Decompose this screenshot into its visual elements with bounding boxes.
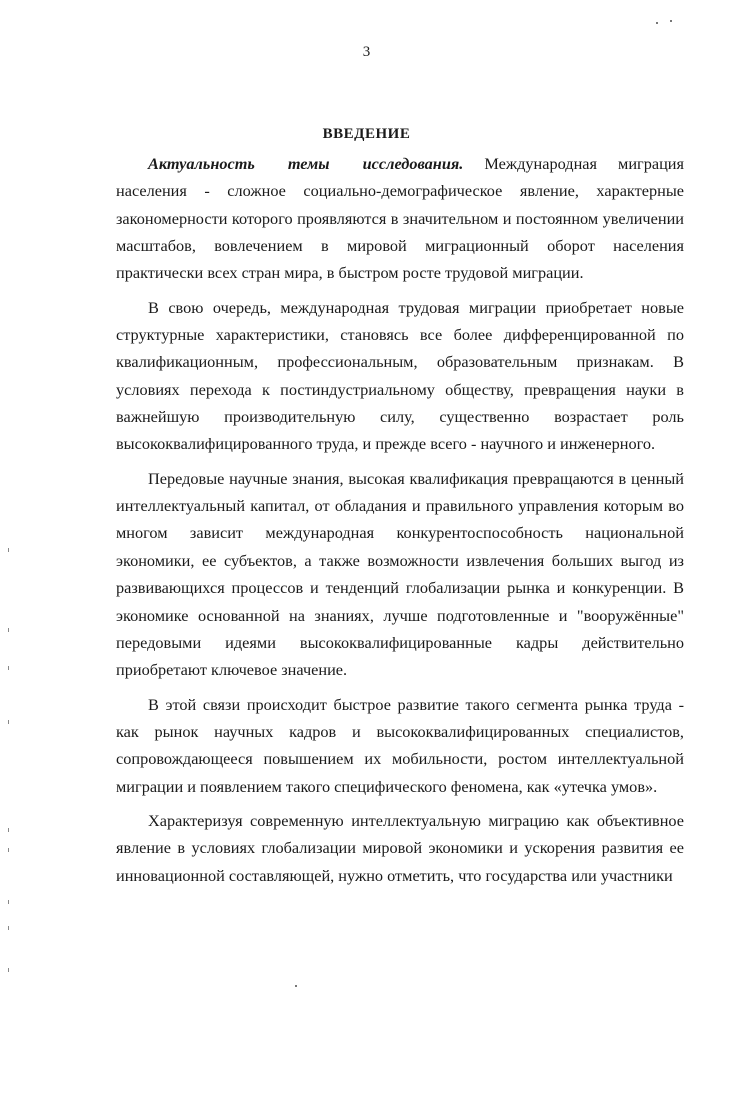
scan-speck [8, 828, 9, 832]
scan-speck [8, 666, 9, 670]
paragraph-characterization: Характеризуя современную интеллектуальную миграцию как объективное явление в условиях глобализации мировой экономики и ускорения развития ее инновационной составляющей, нужно отметить, что государства или участники [116, 810, 684, 885]
scan-speck [8, 548, 9, 552]
scan-speck [8, 926, 9, 930]
section-heading: ВВЕДЕНИЕ [322, 126, 411, 142]
paragraph-labor-migration: В свою очередь, международная трудовая миграции приобретает новые структурные характеристики, становясь все более дифференцированной по квалификационным, профессиональным, образовательным признакам. В условиях перехода к постиндустриальному обществу, превращения науки в важнейшую производительную силу, существенно возрастает роль высококвалифицированного труда, и прежде всего - научного и инженерного. [116, 297, 684, 454]
scan-speck [8, 968, 9, 972]
paragraph-text: Международная миграция населения - сложное социально-демографическое явление, характерные закономерности которого проявляются в значительном и постоянном увеличении масштабов, вовлечением в мировой миграционный оборот населения практически всех стран мира, в быстром росте трудовой миграции. [116, 154, 684, 283]
scan-speck [8, 900, 9, 904]
scan-speck [295, 985, 297, 987]
scan-speck [8, 628, 9, 632]
paragraph-relevance [116, 150, 684, 287]
page-number: 3 [362, 44, 371, 60]
scan-speck [8, 848, 9, 852]
scan-speck [8, 720, 9, 724]
paragraph-brain-drain: В этой связи происходит быстрое развитие такого сегмента рынка труда - как рынок научных кадров и высококвалифицированных специалистов, сопровождающееся повышением их мобильности, ростом интеллектуальной миграции и появлением такого специфического феномена, как «утечка умов». [116, 694, 684, 796]
body-text [116, 150, 684, 889]
paragraph-lead: Актуальность темы исследования. [148, 154, 464, 173]
scan-speck [656, 22, 658, 24]
scan-speck [670, 20, 672, 22]
paragraph-knowledge-capital: Передовые научные знания, высокая квалификация превращаются в ценный интеллектуальный капитал, от обладания и правильного управления которым во многом зависит международная конкурентоспособность национальной экономики, ее субъектов, а также возможности извлечения больших выгод из развивающихся процессов и тенденций глобализации рынка и конкуренции. В экономике основанной на знаниях, лучше подготовленные и "вооружённые" передовыми идеями высококвалифицированные кадры действительно приобретают ключевое значение. [116, 468, 684, 680]
